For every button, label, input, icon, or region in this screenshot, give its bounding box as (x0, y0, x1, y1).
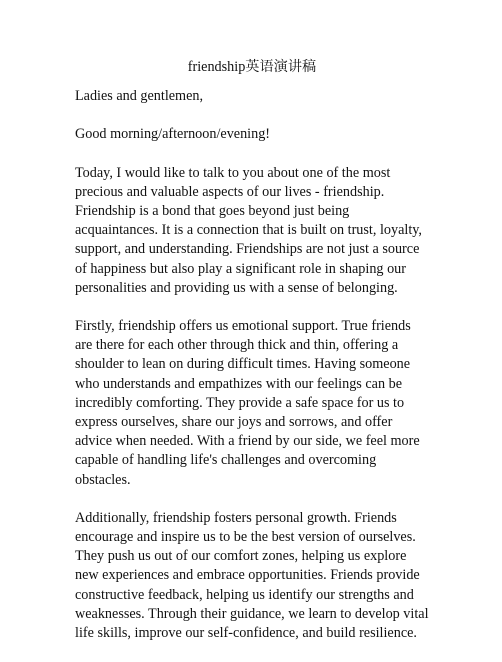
paragraph-personal-growth: Additionally, friendship fosters personal growth. Friends encourage and inspire us to be the best version of ourselves. They push us out of our comfort zones, helping us explore new experiences and embrace opportunities. Friends provide constructive feedback, helping us identify our strengths and weaknesses. Through their guidance, we learn to develop vital life skills, improve our self-confidence, and build resilience. (75, 509, 429, 642)
paragraph-intro: Today, I would like to talk to you about one of the most precious and valuable aspects of our lives - friendship. Friendship is a bond that goes beyond just being acquaintances. It is a connection that is built on trust, loyalty, support, and understanding. Friendships are not just a source of happiness but also play a significant role in shaping our personalities and providing us with a sense of belonging. (75, 164, 422, 296)
paragraph-emotional-support: Firstly, friendship offers us emotional support. True friends are there for each other through thick and thin, offering a shoulder to lean on during difficult times. Having someone who understands and empathizes with our feelings can be incredibly comforting. They provide a safe space for us to express ourselves, share our joys and sorrows, and offer advice when needed. With a friend by our side, we feel more capable of handling life's challenges and overcoming obstacles. (75, 318, 420, 488)
greeting: Good morning/afternoon/evening! (75, 126, 271, 143)
salutation: Ladies and gentlemen, (75, 88, 204, 105)
document-page (75, 58, 429, 662)
document-title: friendship英语演讲稿 (187, 59, 317, 75)
